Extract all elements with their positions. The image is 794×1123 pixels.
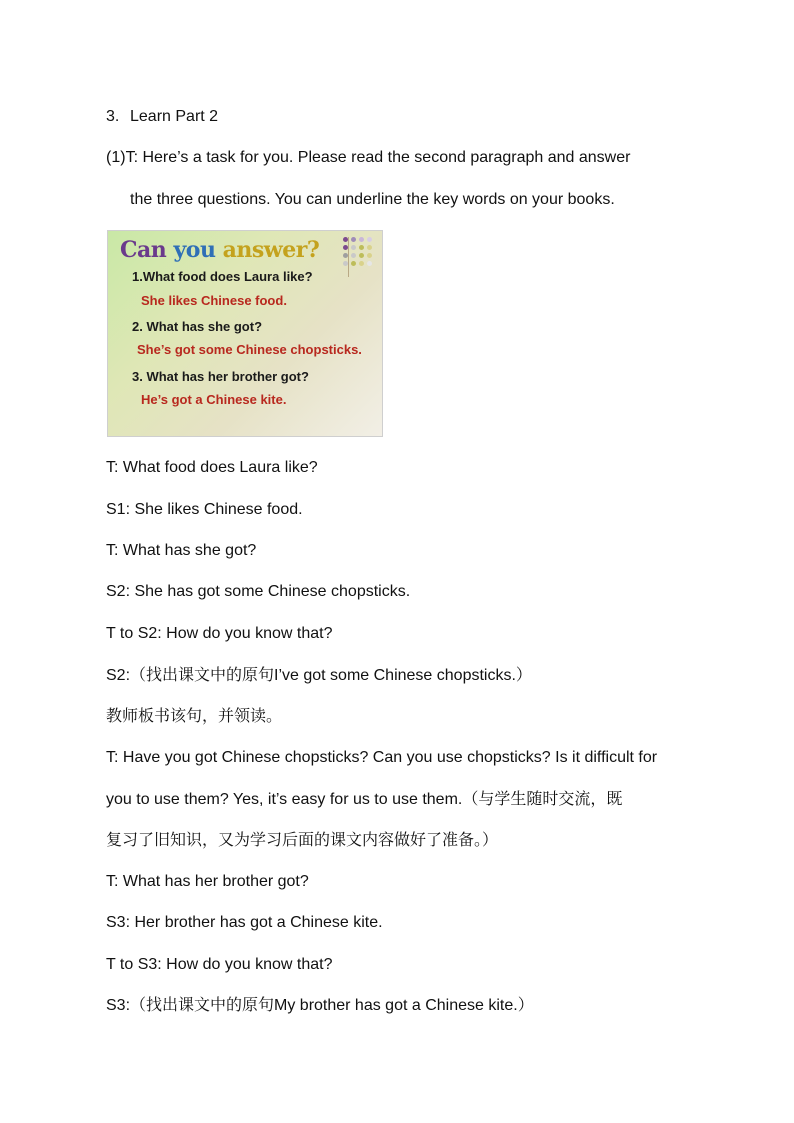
slide-title-letter: a <box>222 237 237 263</box>
dialogue-line: T: Have you got Chinese chopsticks? Can you use chopsticks? Is it difficult for <box>106 749 658 766</box>
slide-title-letter: s <box>251 237 264 263</box>
decorative-dot <box>359 237 364 242</box>
dialogue-line: S3: Her brother has got a Chinese kite. <box>106 914 383 931</box>
dialogue-line: T to S3: How do you know that? <box>106 956 333 973</box>
slide-title-letter: y <box>173 237 186 263</box>
decorative-dot <box>359 245 364 250</box>
slide-answer-1: She likes Chinese food. <box>141 293 287 308</box>
dialogue-line: T: What has she got? <box>106 542 257 559</box>
task-marker: (1) <box>106 149 126 166</box>
task-text-1: T: Here’s a task for you. Please read the second paragraph and answer <box>125 149 631 166</box>
slide-image <box>107 230 383 437</box>
slide-title-word <box>173 237 215 263</box>
slide-title-letter: ? <box>306 237 320 263</box>
slide-answer-2: She’s got some Chinese chopsticks. <box>137 342 362 357</box>
dialogue-line: T: What food does Laura like? <box>106 459 318 476</box>
decorative-dot <box>351 261 356 266</box>
decorative-dot <box>351 253 356 258</box>
slide-title-letter: o <box>185 237 200 263</box>
decorative-dot <box>351 237 356 242</box>
dialogue-line: T: What has her brother got? <box>106 873 309 890</box>
slide-title-letter: a <box>137 237 151 263</box>
dialogue-line: S2: She has got some Chinese chopsticks. <box>106 583 411 600</box>
slide-title-letter: e <box>282 237 296 263</box>
dialogue-line: T to S2: How do you know that? <box>106 625 333 642</box>
slide-question-3: 3. What has her brother got? <box>132 369 309 384</box>
decorative-dot <box>343 245 348 250</box>
section-heading <box>106 107 218 127</box>
slide-answer-3: He’s got a Chinese kite. <box>141 392 287 407</box>
decorative-dot <box>343 261 348 266</box>
slide-title-letter: C <box>120 237 138 263</box>
decorative-dots <box>343 237 372 266</box>
section-number: 3. <box>106 108 120 125</box>
decorative-dot <box>359 253 364 258</box>
decorative-dot <box>367 261 372 266</box>
decorative-dot <box>367 253 372 258</box>
slide-title-word <box>223 237 320 263</box>
decorative-dot <box>367 237 372 242</box>
slide-title-letter: r <box>295 237 307 263</box>
dialogue-line: S2:（找出课文中的原句I’ve got some Chinese chopsticks.） <box>106 667 532 684</box>
task-line-2: the three questions. You can underline the key words on your books. <box>130 191 615 208</box>
dialogue-line: S3:（找出课文中的原句My brother has got a Chinese kite.） <box>106 997 534 1014</box>
slide-title-word <box>120 237 166 263</box>
slide-title-letter: u <box>199 237 216 263</box>
slide-title <box>120 237 319 263</box>
decorative-dot <box>367 245 372 250</box>
slide-title-letter: n <box>150 237 167 263</box>
slide-question-2: 2. What has she got? <box>132 319 263 334</box>
dialogue-line: you to use them? Yes, it’s easy for us to use them.（与学生随时交流，既 <box>106 791 623 808</box>
dialogue-line: S1: She likes Chinese food. <box>106 501 303 518</box>
slide-title-letter: n <box>236 237 252 263</box>
decorative-dot <box>343 237 348 242</box>
decorative-dot <box>359 261 364 266</box>
decorative-dot <box>351 245 356 250</box>
section-title: Learn Part 2 <box>130 108 219 125</box>
slide-question-1: 1.What food does Laura like? <box>132 269 313 284</box>
task-line-1 <box>106 148 630 168</box>
decorative-dot <box>343 253 348 258</box>
slide-title-letter: w <box>263 237 283 263</box>
dialogue-line: 复习了旧知识，又为学习后面的课文内容做好了准备。） <box>106 832 499 849</box>
dialogue-line: 教师板书该句，并领读。 <box>106 708 283 725</box>
